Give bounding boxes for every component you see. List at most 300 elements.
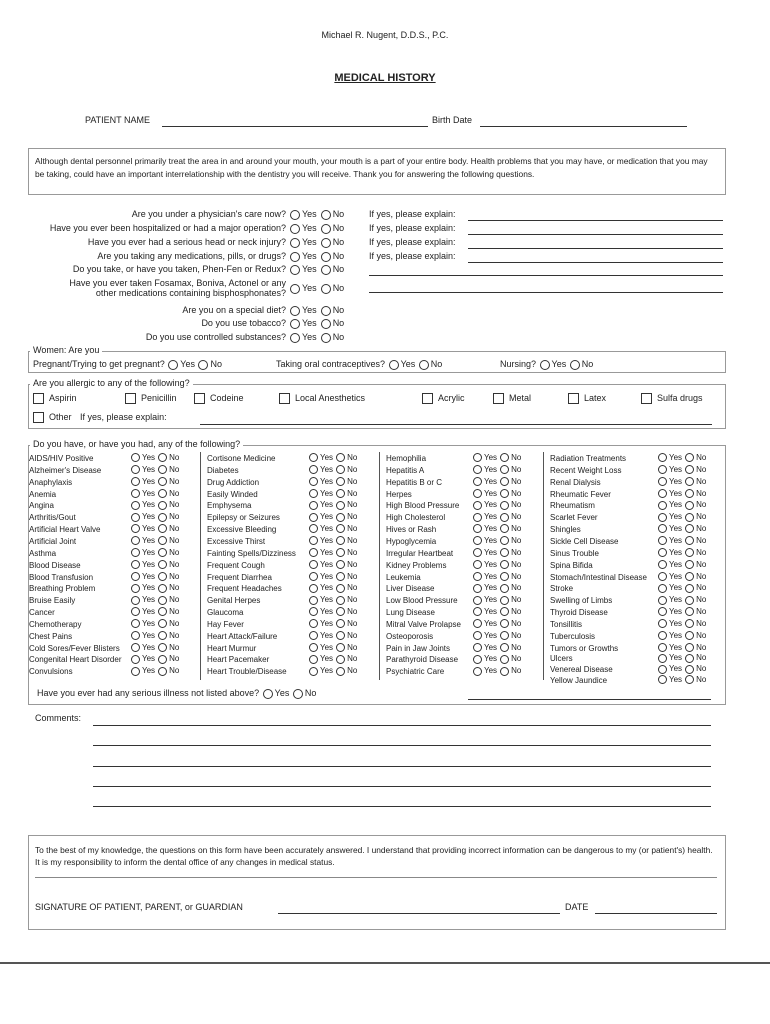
question-answer [289, 318, 344, 329]
allergy-label: Local Anesthetics [295, 393, 366, 403]
no-radio[interactable] [500, 596, 509, 605]
yes-radio[interactable] [309, 524, 318, 533]
yes-radio[interactable] [131, 572, 140, 581]
yes-radio[interactable] [473, 548, 482, 557]
explain-label: If yes, please explain: [369, 251, 456, 261]
yes-radio[interactable] [658, 465, 667, 474]
yes-radio[interactable] [131, 607, 140, 616]
no-radio[interactable] [685, 643, 694, 652]
no-radio[interactable] [336, 631, 345, 640]
yes-radio[interactable] [131, 643, 140, 652]
yes-radio[interactable] [658, 477, 667, 486]
explain-field[interactable] [468, 262, 723, 263]
condition-label: Excessive Bleeding [207, 525, 277, 535]
no-radio[interactable] [685, 501, 694, 510]
pregnant-no-radio[interactable] [198, 360, 208, 370]
no-radio[interactable] [158, 489, 167, 498]
yes-radio[interactable] [658, 675, 667, 684]
allergy-item [568, 393, 606, 404]
yes-radio[interactable] [473, 536, 482, 545]
yes-radio[interactable] [473, 584, 482, 593]
yes-radio[interactable] [309, 631, 318, 640]
condition-label: Psychiatric Care [386, 667, 445, 677]
yes-label: Yes [484, 476, 498, 486]
no-radio[interactable] [336, 513, 345, 522]
yes-radio[interactable] [309, 584, 318, 593]
condition-label: Shingles [550, 525, 581, 535]
yes-radio[interactable] [658, 489, 667, 498]
page-edge-shadow [0, 962, 770, 964]
no-radio[interactable] [685, 572, 694, 581]
yes-radio[interactable] [658, 513, 667, 522]
no-radio[interactable] [158, 596, 167, 605]
allergy-explain-field[interactable] [200, 424, 712, 425]
yes-radio[interactable] [473, 631, 482, 640]
no-radio[interactable] [500, 607, 509, 616]
yes-radio[interactable] [131, 513, 140, 522]
yes-radio[interactable] [131, 501, 140, 510]
no-radio[interactable] [336, 477, 345, 486]
signature-label: SIGNATURE OF PATIENT, PARENT, or GUARDIAN [35, 902, 243, 912]
no-radio[interactable] [685, 489, 694, 498]
condition-answer [658, 524, 706, 533]
no-radio[interactable] [336, 655, 345, 664]
allergy-checkbox[interactable] [641, 393, 652, 404]
condition-answer [473, 560, 521, 569]
no-radio[interactable] [321, 238, 331, 248]
condition-label: Anaphylaxis [29, 477, 73, 487]
yes-radio[interactable] [473, 643, 482, 652]
condition-label: Tuberculosis [550, 631, 596, 641]
yes-radio[interactable] [658, 654, 667, 663]
no-radio[interactable] [158, 536, 167, 545]
explain-field[interactable] [369, 292, 723, 293]
yes-radio[interactable] [309, 489, 318, 498]
no-radio[interactable] [336, 560, 345, 569]
no-radio[interactable] [685, 465, 694, 474]
nursing-label: Nursing? [500, 359, 537, 369]
no-label: No [511, 666, 522, 676]
yes-radio[interactable] [309, 465, 318, 474]
explain-field[interactable] [468, 248, 723, 249]
allergy-item [641, 393, 703, 404]
yes-radio[interactable] [131, 524, 140, 533]
yes-radio[interactable] [309, 477, 318, 486]
yes-radio[interactable] [473, 453, 482, 462]
nursing-yes-radio[interactable] [540, 360, 550, 370]
yes-label: Yes [669, 453, 683, 462]
yes-label: Yes [320, 500, 334, 510]
pregnant-yes-radio[interactable] [168, 360, 178, 370]
yes-radio[interactable] [290, 224, 300, 234]
yes-radio[interactable] [473, 572, 482, 581]
no-radio[interactable] [321, 319, 331, 329]
allergy-checkbox[interactable] [422, 393, 433, 404]
no-radio[interactable] [158, 465, 167, 474]
yes-radio[interactable] [658, 631, 667, 640]
no-radio[interactable] [336, 619, 345, 628]
no-label: No [511, 583, 522, 593]
yes-radio[interactable] [473, 501, 482, 510]
yes-radio[interactable] [658, 548, 667, 557]
yes-radio[interactable] [473, 619, 482, 628]
no-radio[interactable] [158, 619, 167, 628]
no-radio[interactable] [158, 548, 167, 557]
condition-answer [658, 572, 706, 581]
yes-radio[interactable] [309, 453, 318, 462]
yes-label: Yes [669, 583, 683, 593]
yes-radio[interactable] [131, 489, 140, 498]
condition-answer [658, 477, 706, 486]
yes-radio[interactable] [131, 619, 140, 628]
no-radio[interactable] [500, 465, 509, 474]
no-radio[interactable] [500, 584, 509, 593]
yes-radio[interactable] [658, 596, 667, 605]
no-label: No [169, 583, 180, 593]
yes-radio[interactable] [131, 667, 140, 676]
yes-radio[interactable] [658, 560, 667, 569]
yes-radio[interactable] [473, 489, 482, 498]
yes-radio[interactable] [309, 596, 318, 605]
no-radio[interactable] [500, 453, 509, 462]
contraceptives-yes-radio[interactable] [389, 360, 399, 370]
yes-radio[interactable] [473, 524, 482, 533]
no-label: No [511, 630, 522, 640]
yes-radio[interactable] [658, 607, 667, 616]
yes-radio[interactable] [131, 477, 140, 486]
no-radio[interactable] [500, 560, 509, 569]
no-label: No [347, 464, 358, 474]
comments-line-5[interactable] [93, 806, 711, 807]
yes-label: Yes [142, 535, 156, 545]
question-text: Do you use controlled substances? [145, 332, 286, 342]
yes-radio[interactable] [658, 524, 667, 533]
yes-radio[interactable] [473, 596, 482, 605]
no-radio[interactable] [158, 607, 167, 616]
condition-label: AIDS/HIV Positive [29, 454, 94, 463]
condition-label: Parathyroid Disease [386, 655, 459, 665]
no-radio[interactable] [500, 501, 509, 510]
condition-answer [473, 666, 521, 675]
no-radio[interactable] [336, 524, 345, 533]
explain-label: If yes, please explain: [369, 209, 456, 219]
no-radio[interactable] [500, 513, 509, 522]
no-label: No [696, 630, 707, 640]
yes-radio[interactable] [290, 319, 300, 329]
no-radio[interactable] [336, 536, 345, 545]
condition-answer [473, 453, 521, 462]
no-radio[interactable] [336, 667, 345, 676]
no-radio[interactable] [158, 643, 167, 652]
yes-radio[interactable] [309, 619, 318, 628]
no-radio[interactable] [158, 584, 167, 593]
serious-illness-yes-radio[interactable] [263, 689, 273, 699]
no-radio[interactable] [158, 572, 167, 581]
yes-radio[interactable] [309, 560, 318, 569]
yes-label: Yes [484, 583, 498, 593]
yes-radio[interactable] [473, 560, 482, 569]
yes-radio[interactable] [290, 265, 300, 275]
yes-radio[interactable] [131, 596, 140, 605]
patient-name-field[interactable] [162, 126, 428, 127]
intro-box [28, 148, 726, 195]
no-radio[interactable] [336, 465, 345, 474]
no-radio[interactable] [321, 224, 331, 234]
yes-radio[interactable] [290, 210, 300, 220]
no-radio[interactable] [685, 524, 694, 533]
allergy-checkbox[interactable] [33, 393, 44, 404]
yes-radio[interactable] [473, 477, 482, 486]
no-radio[interactable] [685, 453, 694, 462]
allergies-legend: Are you allergic to any of the following? [30, 378, 193, 388]
yes-radio[interactable] [290, 306, 300, 316]
allergy-checkbox[interactable] [125, 393, 136, 404]
no-radio[interactable] [321, 265, 331, 275]
conditions-legend: Do you have, or have you had, any of the following? [30, 439, 243, 449]
no-radio[interactable] [500, 524, 509, 533]
no-radio[interactable] [500, 548, 509, 557]
nursing-no-radio[interactable] [570, 360, 580, 370]
no-label: No [696, 464, 707, 474]
yes-radio[interactable] [473, 513, 482, 522]
allergy-checkbox[interactable] [194, 393, 205, 404]
allergy-item [125, 393, 177, 404]
no-radio[interactable] [158, 560, 167, 569]
yes-radio[interactable] [658, 584, 667, 593]
serious-illness-no-radio[interactable] [293, 689, 303, 699]
yes-label: Yes [669, 524, 683, 534]
date-field[interactable] [595, 913, 717, 914]
no-radio[interactable] [685, 477, 694, 486]
condition-label: Hepatitis B or C [386, 477, 443, 487]
yes-radio[interactable] [131, 465, 140, 474]
yes-radio[interactable] [290, 238, 300, 248]
yes-radio[interactable] [309, 667, 318, 676]
yes-label: Yes [551, 359, 567, 369]
yes-radio[interactable] [658, 572, 667, 581]
comments-line-2[interactable] [93, 745, 711, 746]
other-checkbox[interactable] [33, 412, 44, 423]
no-radio[interactable] [500, 619, 509, 628]
no-radio[interactable] [158, 655, 167, 664]
condition-answer [309, 572, 357, 581]
no-radio[interactable] [685, 631, 694, 640]
no-radio[interactable] [321, 252, 331, 262]
yes-radio[interactable] [309, 572, 318, 581]
condition-label: Recent Weight Loss [550, 465, 622, 475]
condition-answer [131, 489, 179, 498]
explain-field[interactable] [468, 220, 723, 221]
no-radio[interactable] [336, 489, 345, 498]
yes-radio[interactable] [131, 631, 140, 640]
no-label: No [696, 512, 707, 522]
comments-line-1[interactable] [93, 725, 711, 726]
yes-radio[interactable] [309, 607, 318, 616]
no-label: No [696, 524, 707, 534]
attestation-text: To the best of my knowledge, the questions on this form have been accurately answered. I understand that providing incorrect information can be dangerous to my (or patient's) health. It is my responsibility to inform the dental office of any changes in medical status. [35, 845, 713, 867]
no-radio[interactable] [500, 489, 509, 498]
no-radio[interactable] [336, 572, 345, 581]
yes-radio[interactable] [309, 501, 318, 510]
no-radio[interactable] [685, 536, 694, 545]
no-radio[interactable] [158, 477, 167, 486]
no-radio[interactable] [336, 643, 345, 652]
allergy-checkbox[interactable] [493, 393, 504, 404]
condition-answer [131, 465, 179, 474]
yes-radio[interactable] [290, 333, 300, 343]
no-radio[interactable] [336, 453, 345, 462]
condition-answer [473, 595, 521, 604]
yes-radio[interactable] [309, 643, 318, 652]
no-radio[interactable] [158, 631, 167, 640]
yes-radio[interactable] [658, 536, 667, 545]
no-radio[interactable] [685, 584, 694, 593]
explain-field[interactable] [468, 234, 723, 235]
yes-label: Yes [669, 607, 683, 617]
no-label: No [347, 595, 358, 605]
yes-radio[interactable] [309, 513, 318, 522]
no-radio[interactable] [321, 333, 331, 343]
no-radio[interactable] [336, 548, 345, 557]
yes-radio[interactable] [473, 655, 482, 664]
no-radio[interactable] [500, 572, 509, 581]
no-radio[interactable] [500, 655, 509, 664]
no-radio[interactable] [158, 513, 167, 522]
no-radio[interactable] [158, 667, 167, 676]
yes-label: Yes [484, 535, 498, 545]
comments-line-3[interactable] [93, 766, 711, 767]
yes-label: Yes [320, 559, 334, 569]
condition-label: High Cholesterol [386, 513, 446, 523]
no-label: No [169, 630, 180, 640]
no-radio[interactable] [336, 596, 345, 605]
condition-label: Cortisone Medicine [207, 454, 276, 463]
no-radio[interactable] [685, 654, 694, 663]
no-radio[interactable] [158, 501, 167, 510]
question-answer [289, 209, 344, 220]
yes-radio[interactable] [473, 607, 482, 616]
contraceptives-no-radio[interactable] [419, 360, 429, 370]
no-radio[interactable] [685, 607, 694, 616]
no-radio[interactable] [500, 536, 509, 545]
condition-answer [658, 548, 706, 557]
no-radio[interactable] [500, 631, 509, 640]
yes-label: Yes [320, 642, 334, 652]
yes-radio[interactable] [473, 465, 482, 474]
question-answer [289, 251, 344, 262]
condition-answer [309, 465, 357, 474]
no-radio[interactable] [500, 477, 509, 486]
yes-label: Yes [669, 618, 683, 628]
no-label: No [347, 547, 358, 557]
yes-radio[interactable] [658, 619, 667, 628]
no-radio[interactable] [500, 667, 509, 676]
comments-line-4[interactable] [93, 786, 711, 787]
condition-answer [473, 583, 521, 592]
birth-date-field[interactable] [480, 126, 687, 127]
yes-label: Yes [320, 618, 334, 628]
yes-label: Yes [484, 464, 498, 474]
no-radio[interactable] [685, 513, 694, 522]
yes-label: Yes [484, 571, 498, 581]
no-label: No [169, 476, 180, 486]
no-label: No [347, 500, 358, 510]
yes-radio[interactable] [290, 252, 300, 262]
allergy-checkbox[interactable] [568, 393, 579, 404]
no-radio[interactable] [685, 548, 694, 557]
no-radio[interactable] [321, 210, 331, 220]
allergy-item [194, 393, 244, 404]
yes-radio[interactable] [309, 655, 318, 664]
yes-radio[interactable] [309, 548, 318, 557]
condition-answer [131, 643, 179, 652]
no-radio[interactable] [321, 284, 331, 294]
explain-field[interactable] [369, 275, 723, 276]
no-radio[interactable] [158, 524, 167, 533]
no-radio[interactable] [685, 665, 694, 674]
no-label: No [696, 559, 707, 569]
no-label: No [696, 653, 707, 663]
serious-illness-explain-field[interactable] [468, 699, 711, 700]
no-label: No [511, 488, 522, 498]
condition-label: Arthritis/Gout [29, 513, 76, 523]
allergy-checkbox[interactable] [279, 393, 290, 404]
no-label: No [696, 476, 707, 486]
no-label: No [511, 547, 522, 557]
condition-answer [473, 631, 521, 640]
no-radio[interactable] [685, 596, 694, 605]
yes-radio[interactable] [658, 501, 667, 510]
yes-radio[interactable] [131, 548, 140, 557]
yes-radio[interactable] [131, 655, 140, 664]
no-radio[interactable] [685, 675, 694, 684]
no-radio[interactable] [500, 643, 509, 652]
yes-radio[interactable] [473, 667, 482, 676]
condition-answer [131, 477, 179, 486]
yes-radio[interactable] [131, 584, 140, 593]
birth-date-label: Birth Date [432, 115, 473, 125]
yes-radio[interactable] [658, 643, 667, 652]
no-radio[interactable] [685, 560, 694, 569]
yes-label: Yes [669, 642, 683, 652]
yes-radio[interactable] [131, 560, 140, 569]
no-radio[interactable] [158, 453, 167, 462]
no-radio[interactable] [321, 306, 331, 316]
condition-label: Frequent Cough [207, 560, 265, 570]
no-radio[interactable] [336, 607, 345, 616]
condition-answer [658, 453, 706, 462]
yes-radio[interactable] [131, 453, 140, 462]
yes-radio[interactable] [309, 536, 318, 545]
no-radio[interactable] [336, 584, 345, 593]
no-radio[interactable] [336, 501, 345, 510]
condition-label: Radiation Treatments [550, 454, 627, 463]
yes-radio[interactable] [131, 536, 140, 545]
allergy-label: Penicillin [141, 393, 177, 403]
yes-label: Yes [320, 524, 334, 534]
condition-answer [473, 477, 521, 486]
condition-answer [473, 548, 521, 557]
yes-radio[interactable] [658, 665, 667, 674]
signature-field[interactable] [278, 913, 560, 914]
yes-radio[interactable] [658, 453, 667, 462]
no-label: No [169, 488, 180, 498]
condition-answer [131, 548, 179, 557]
no-label: No [696, 571, 707, 581]
yes-radio[interactable] [290, 284, 300, 294]
no-label: No [347, 512, 358, 522]
no-radio[interactable] [685, 619, 694, 628]
